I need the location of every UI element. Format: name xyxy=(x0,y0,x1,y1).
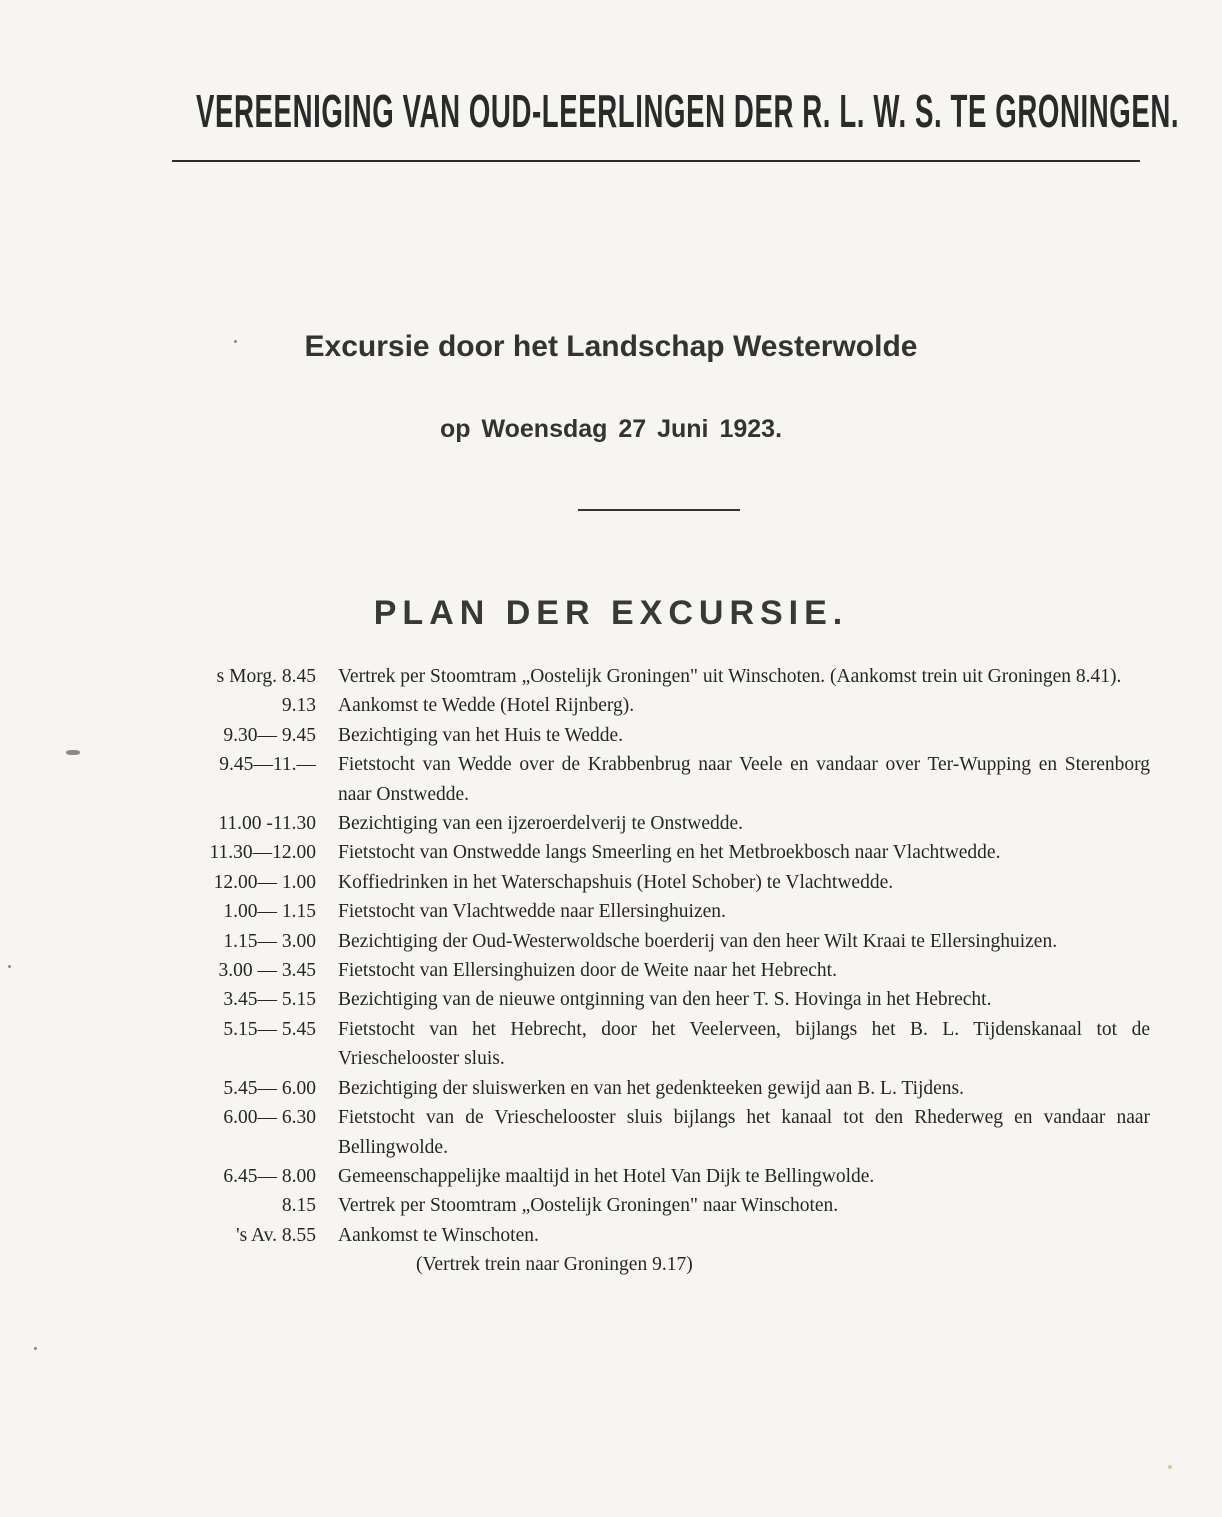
schedule-row xyxy=(178,897,1150,926)
schedule-description: Aankomst te Winschoten. xyxy=(338,1224,539,1246)
excursion-date: op Woensdag 27 Juni 1923. xyxy=(439,415,783,443)
schedule-time: 9.45—11.— xyxy=(219,754,316,776)
schedule-row xyxy=(178,721,1150,750)
paper-speck xyxy=(66,750,80,755)
schedule-description: Fietstocht van het Hebrecht, door het Veelerveen, bijlangs het B. L. Tijdenskanaal tot de Vrieschelooster sluis. xyxy=(338,1018,1150,1070)
paper-speck xyxy=(34,1347,37,1350)
section-divider xyxy=(578,509,740,511)
schedule-time: 1.00— 1.15 xyxy=(223,901,316,923)
schedule-description: Fietstocht van Onstwedde langs Smeerling en het Metbroekbosch naar Vlachtwedde. xyxy=(338,842,1001,864)
schedule-description: Bezichtiging van de nieuwe ontginning van den heer T. S. Hovinga in het Hebrecht. xyxy=(338,989,992,1011)
plan-heading: PLAN DER EXCURSIE. xyxy=(373,594,849,632)
schedule-row xyxy=(178,985,1150,1014)
schedule-time: 5.15— 5.45 xyxy=(223,1018,316,1040)
schedule-row xyxy=(178,1162,1150,1191)
schedule-time: 3.45— 5.15 xyxy=(223,989,316,1011)
paper-speck xyxy=(1168,1465,1172,1469)
schedule-description: Bezichtiging der Oud-Westerwoldsche boerderij van den heer Wilt Kraai te Ellersinghuizen. xyxy=(338,930,1058,952)
header-divider xyxy=(172,160,1140,162)
schedule-description: Bezichtiging van het Huis te Wedde. xyxy=(338,724,624,746)
schedule-time: 6.45— 8.00 xyxy=(223,1165,316,1187)
schedule-row xyxy=(178,868,1150,897)
schedule-description: Gemeenschappelijke maaltijd in het Hotel Van Dijk te Bellingwolde. xyxy=(338,1165,875,1187)
paper-speck xyxy=(234,340,237,343)
schedule-description: Bezichtiging van een ijzeroerdelverij te Onstwedde. xyxy=(338,813,744,835)
schedule-time: s Morg. 8.45 xyxy=(216,666,316,687)
excursion-title: Excursie door het Landschap Westerwolde xyxy=(304,330,918,363)
schedule-row xyxy=(178,1074,1150,1103)
schedule-row xyxy=(178,662,1150,691)
schedule-description: Bezichtiging der sluiswerken en van het gedenkteeken gewijd aan B. L. Tijdens. xyxy=(338,1077,965,1099)
schedule-row xyxy=(178,750,1150,809)
schedule-description: Koffiedrinken in het Waterschapshuis (Hotel Schober) te Vlachtwedde. xyxy=(338,871,894,893)
schedule-time: 12.00— 1.00 xyxy=(213,871,316,893)
schedule-time: 5.45— 6.00 xyxy=(223,1077,316,1099)
paper-speck xyxy=(8,965,11,968)
schedule-time: 8.15 xyxy=(281,1195,316,1217)
schedule-list xyxy=(178,662,1150,1280)
schedule-time: 3.00 — 3.45 xyxy=(218,960,316,982)
schedule-row xyxy=(178,956,1150,985)
schedule-description: Fietstocht van Ellersinghuizen door de Weite naar het Hebrecht. xyxy=(338,960,837,982)
schedule-description: Aankomst te Wedde (Hotel Rijnberg). xyxy=(338,695,635,717)
schedule-row xyxy=(178,809,1150,838)
schedule-row xyxy=(178,927,1150,956)
schedule-row xyxy=(178,691,1150,720)
schedule-description: Fietstocht van Vlachtwedde naar Ellersinghuizen. xyxy=(338,901,726,923)
schedule-time: 9.13 xyxy=(281,695,316,717)
schedule-time: 's Av. 8.55 xyxy=(236,1224,316,1246)
schedule-time: 9.30— 9.45 xyxy=(223,724,316,746)
schedule-time: 11.00 -11.30 xyxy=(218,813,316,835)
schedule-row xyxy=(178,1221,1150,1250)
train-departure-note: (Vertrek trein naar Groningen 9.17) xyxy=(416,1254,693,1276)
schedule-description: Fietstocht van de Vrieschelooster sluis bijlangs het kanaal tot den Rhederweg en vandaar naar Bellingwolde. xyxy=(338,1107,1150,1158)
association-title: VEREENIGING VAN OUD-LEERLINGEN DER R. L. W. S. TE GRONINGEN. xyxy=(196,85,1180,137)
schedule-row xyxy=(178,1191,1150,1220)
schedule-description: Vertrek per Stoomtram „Oostelijk Groningen" naar Winschoten. xyxy=(338,1195,839,1217)
schedule-row xyxy=(178,1103,1150,1162)
schedule-time: 1.15— 3.00 xyxy=(223,930,316,952)
schedule-description: Vertrek per Stoomtram „Oostelijk Groningen" uit Winschoten. (Aankomst trein uit Groningen 8.41). xyxy=(338,666,1122,687)
schedule-description: Fietstocht van Wedde over de Krabbenbrug naar Veele en vandaar over Ter-Wupping en Sterenborg naar Onstwedde. xyxy=(338,754,1150,805)
schedule-row xyxy=(178,838,1150,867)
schedule-time: 11.30—12.00 xyxy=(209,842,316,864)
schedule-row xyxy=(178,1015,1150,1074)
schedule-time: 6.00— 6.30 xyxy=(223,1107,316,1129)
